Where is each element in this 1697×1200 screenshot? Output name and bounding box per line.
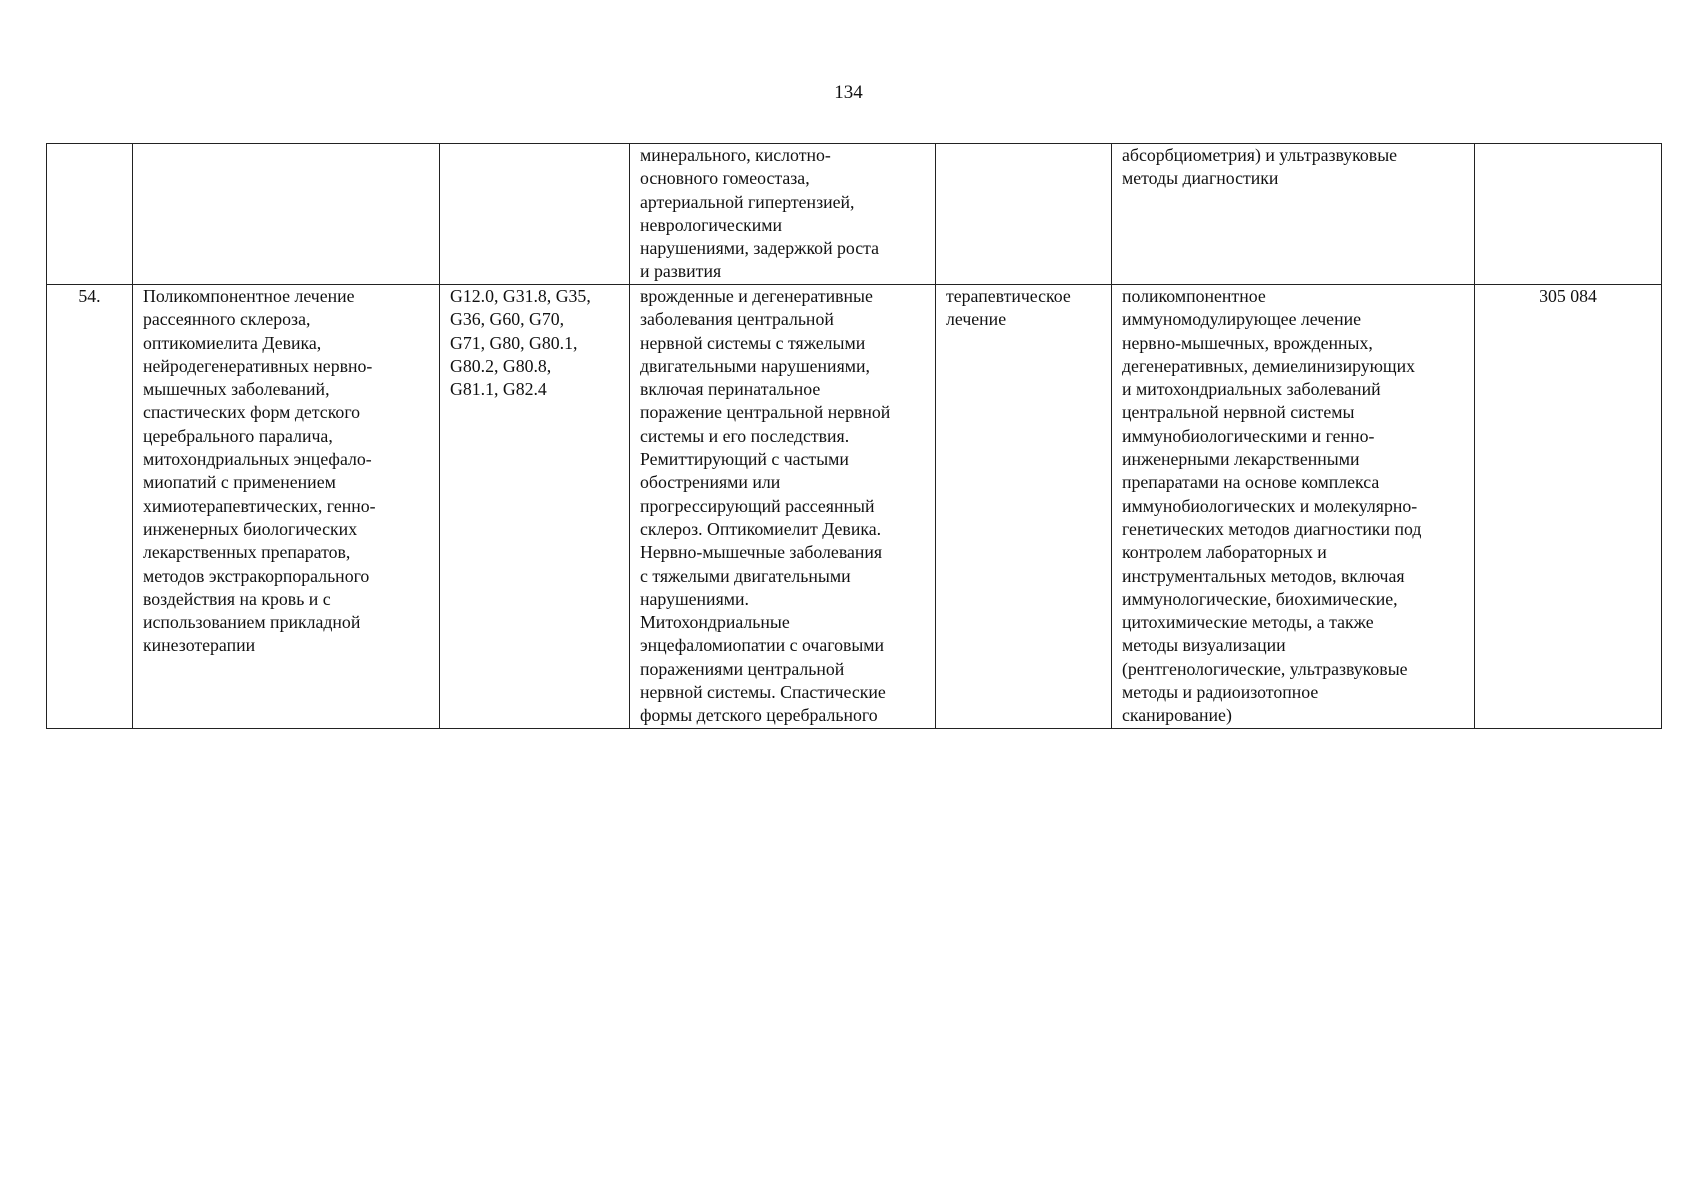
care-name-cell: Поликомпонентное лечение рассеянного склероза, оптикомиелита Девика, нейродегенеративных нервно- мышечных заболеваний, спастических форм детского церебрального паралича, митохондриальных энцефало- миопатий с применением химиотерапевтических, генно- инженерных биологических лекарственных препаратов, методов экстракорпорального воздействия на кровь и с использованием прикладной кинезотерапии — [133, 285, 440, 729]
page-number: 134 — [834, 82, 863, 103]
cost-cell — [1475, 144, 1662, 285]
treatment-type-cell: терапевтическое лечение — [936, 285, 1112, 729]
medical-care-table — [46, 143, 1662, 729]
patient-model-cell: минерального, кислотно- основного гомеостаза, артериальной гипертензией, неврологическими нарушениями, задержкой роста и развития — [630, 144, 936, 285]
table-row — [47, 285, 1662, 729]
treatment-method-cell: поликомпонентное иммуномодулирующее лечение нервно-мышечных, врожденных, дегенеративных, демиелинизирующих и митохондриальных заболеваний центральной нервной системы иммунобиологическими и генно- инженерными лекарственными препаратами на основе комплекса иммунобиологических и молекулярно- генетических методов диагностики под контролем лабораторных и инструментальных методов, включая иммунологические, биохимические, цитохимические методы, а также методы визуализации (рентгенологические, ультразвуковые методы и радиоизотопное сканирование) — [1112, 285, 1475, 729]
treatment-type-cell — [936, 144, 1112, 285]
treatment-method-cell: абсорбциометрия) и ультразвуковые методы диагностики — [1112, 144, 1475, 285]
icd-codes-cell — [440, 144, 630, 285]
table-row — [47, 144, 1662, 285]
icd-codes-cell: G12.0, G31.8, G35, G36, G60, G70, G71, G80, G80.1, G80.2, G80.8, G81.1, G82.4 — [440, 285, 630, 729]
row-number-cell: 54. — [47, 285, 133, 729]
cost-cell: 305 084 — [1475, 285, 1662, 729]
patient-model-cell: врожденные и дегенеративные заболевания центральной нервной системы с тяжелыми двигательными нарушениями, включая перинатальное поражение центральной нервной системы и его последствия. Ремиттирующий с частыми обострениями или прогрессирующий рассеянный склероз. Оптикомиелит Девика. Нервно-мышечные заболевания с тяжелыми двигательными нарушениями. Митохондриальные энцефаломиопатии с очаговыми поражениями центральной нервной системы. Спастические формы детского церебрального — [630, 285, 936, 729]
care-name-cell — [133, 144, 440, 285]
row-number-cell — [47, 144, 133, 285]
